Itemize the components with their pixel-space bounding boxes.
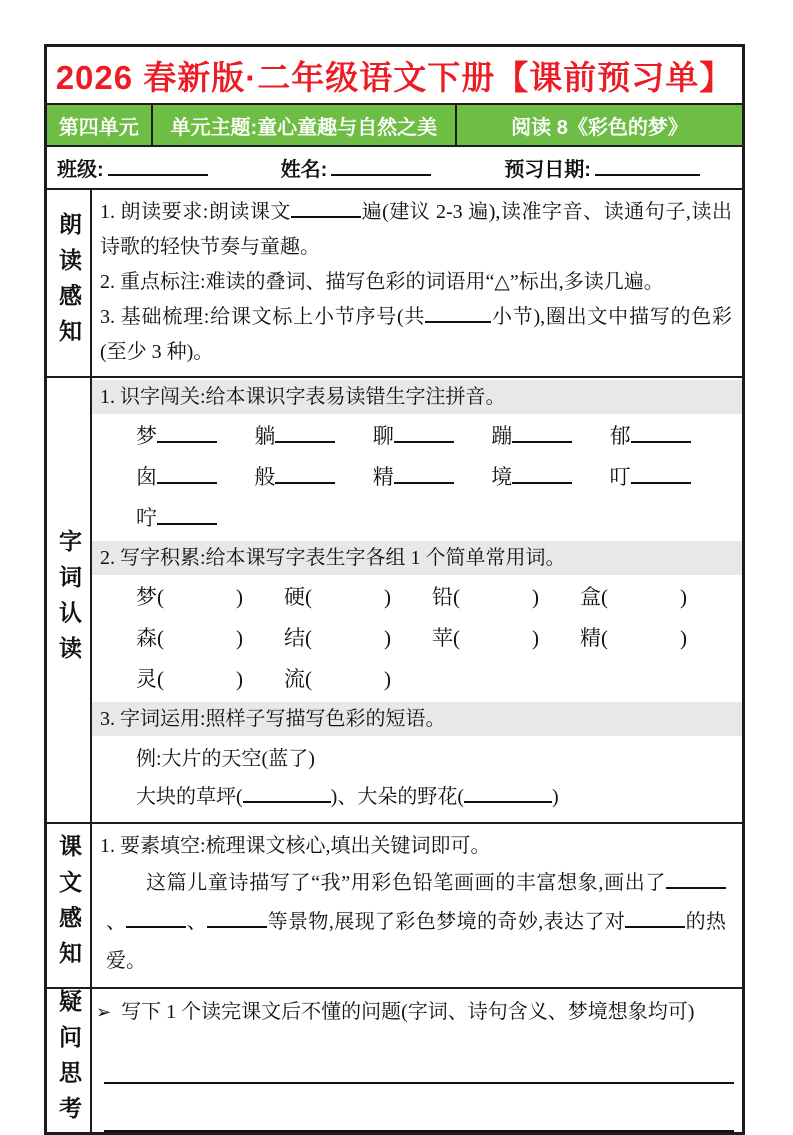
- words-sub2-title: 2. 写字积累:给本课写字表生字各组 1 个简单常用词。: [92, 541, 742, 575]
- text-sense-paragraph: [100, 864, 732, 981]
- section-text-sense-label: 课文感知: [56, 834, 82, 977]
- section-questions-label: 疑问思考: [56, 989, 82, 1132]
- fill-blank: [631, 478, 691, 484]
- fill-blank: [394, 437, 454, 443]
- pinyin-row: [92, 498, 742, 539]
- pinyin-item: 叮: [610, 462, 728, 493]
- fill-blank: [625, 922, 685, 928]
- pinyin-item: 咛: [136, 503, 254, 534]
- section-words: [47, 376, 742, 822]
- words-sub1-title: 1. 识字闯关:给本课识字表易读错生字注拼音。: [92, 380, 742, 414]
- pinyin-item: 郁: [610, 421, 728, 452]
- reading-item-3-text-b: 小节),圈出文中描写的色彩(至少 3 种)。: [100, 306, 732, 363]
- paragraph-text-c: 的热爱。: [106, 911, 727, 972]
- unit-cell: 第四单元: [47, 105, 153, 145]
- fill-blank: [666, 883, 726, 889]
- reading-item-1: [100, 195, 732, 265]
- fill-blank: [464, 797, 552, 803]
- word-item: 结( ): [284, 626, 391, 650]
- section-text-sense-sidebar: [47, 824, 92, 987]
- exercise-text-c: ): [552, 786, 559, 808]
- class-group: [57, 153, 208, 182]
- word-item: 森( ): [136, 626, 243, 650]
- reading-item-2: [100, 265, 732, 300]
- question-prompt: [92, 989, 742, 1030]
- arrow-bullet-icon: ➢: [96, 1002, 112, 1022]
- word-row: [92, 659, 742, 700]
- section-questions-content: [92, 989, 742, 1132]
- answer-line: [104, 1084, 734, 1132]
- reading-item-3-text: 3. 基础梳理:给课文标上小节序号(共: [100, 306, 426, 328]
- word-item: 灵( ): [136, 667, 243, 691]
- pinyin-item: 聊: [373, 421, 491, 452]
- class-fill-blank: [108, 157, 208, 176]
- section-words-sidebar: [47, 378, 92, 822]
- section-questions: [47, 987, 742, 1132]
- word-item: 流( ): [284, 667, 391, 691]
- section-text-sense: [47, 822, 742, 987]
- class-label: 班级:: [57, 159, 104, 181]
- pinyin-item: 蹦: [491, 421, 609, 452]
- paragraph-text: 这篇儿童诗描写了“我”用彩色铅笔画画的丰富想象,画出了: [146, 872, 666, 894]
- date-label: 预习日期:: [504, 159, 591, 181]
- reading-item-1-text-b: 遍(建议 2-3 遍),读准字音、读通句子,读出诗歌的轻快节奏与童趣。: [100, 201, 732, 258]
- section-questions-sidebar: [47, 989, 92, 1132]
- paragraph-text-b: 等景物,展现了彩色梦境的奇妙,表达了对: [267, 911, 626, 933]
- color-phrase-exercise: [92, 778, 742, 822]
- word-item: 铅( ): [432, 585, 539, 609]
- date-group: [504, 153, 700, 182]
- exercise-text-b: )、大朵的野花(: [330, 786, 464, 808]
- word-item: 硬( ): [284, 585, 391, 609]
- fill-blank: [425, 317, 491, 323]
- pinyin-item: 梦: [136, 421, 254, 452]
- fill-blank: [157, 437, 217, 443]
- unit-theme-cell: 单元主题:童心童趣与自然之美: [153, 105, 457, 145]
- fill-blank: [275, 437, 335, 443]
- fill-blank: [243, 797, 331, 803]
- color-phrase-example: 例:大片的天空(蓝了): [136, 748, 315, 770]
- fill-blank: [631, 437, 691, 443]
- date-fill-blank: [595, 157, 700, 176]
- separator: 、: [186, 911, 208, 933]
- pinyin-row: [92, 416, 742, 457]
- reading-item-3: [100, 300, 732, 370]
- name-group: [281, 153, 432, 182]
- fill-blank: [157, 519, 217, 525]
- lesson-cell: 阅读 8《彩色的梦》: [511, 116, 688, 139]
- fill-blank: [394, 478, 454, 484]
- reading-item-1-text: 1. 朗读要求:朗读课文: [100, 201, 292, 223]
- pinyin-row: [92, 457, 742, 498]
- word-item: 苹( ): [432, 626, 539, 650]
- section-text-sense-content: [92, 824, 742, 987]
- pinyin-item: 囱: [136, 462, 254, 493]
- unit-bar: [47, 103, 742, 147]
- fill-blank: [157, 478, 217, 484]
- section-reading-label: 朗读感知: [56, 211, 82, 355]
- section-reading-sidebar: [47, 190, 92, 376]
- word-item: 盒( ): [580, 585, 687, 609]
- word-row: [92, 577, 742, 618]
- pinyin-item: 般: [254, 462, 372, 493]
- name-fill-blank: [331, 157, 431, 176]
- fill-blank: [275, 478, 335, 484]
- title-row: [47, 47, 742, 103]
- reading-item-2-text: 2. 重点标注:难读的叠词、描写色彩的词语用“△”标出,多读几遍。: [100, 271, 664, 293]
- pinyin-item: 精: [373, 462, 491, 493]
- word-item: 梦( ): [136, 585, 243, 609]
- name-label: 姓名:: [280, 159, 328, 181]
- info-row: [47, 147, 742, 188]
- section-reading: [47, 188, 742, 376]
- words-sub3-title: 3. 字词运用:照样子写描写色彩的短语。: [92, 702, 742, 736]
- separator: 、: [106, 911, 127, 933]
- pinyin-item: 境: [491, 462, 609, 493]
- word-row: [92, 618, 742, 659]
- fill-blank: [126, 922, 186, 928]
- section-words-content: [92, 378, 742, 822]
- word-item: 精( ): [580, 626, 687, 650]
- page-title: 2026 春新版·二年级语文下册【课前预习单】: [55, 58, 734, 96]
- text-sense-item-1: 1. 要素填空:梳理课文核心,填出关键词即可。: [100, 835, 491, 857]
- fill-blank: [291, 212, 361, 218]
- section-words-label: 字词认读: [56, 528, 82, 672]
- fill-blank: [512, 478, 572, 484]
- section-reading-content: [92, 190, 742, 376]
- fill-blank: [512, 437, 572, 443]
- pinyin-item: 躺: [254, 421, 372, 452]
- question-prompt-text: 写下 1 个读完课文后不懂的问题(字词、诗句含义、梦境想象均可): [121, 1001, 695, 1023]
- answer-line: [104, 1036, 734, 1084]
- fill-blank: [207, 922, 267, 928]
- exercise-text: 大块的草坪(: [136, 786, 243, 808]
- worksheet: [44, 44, 745, 1135]
